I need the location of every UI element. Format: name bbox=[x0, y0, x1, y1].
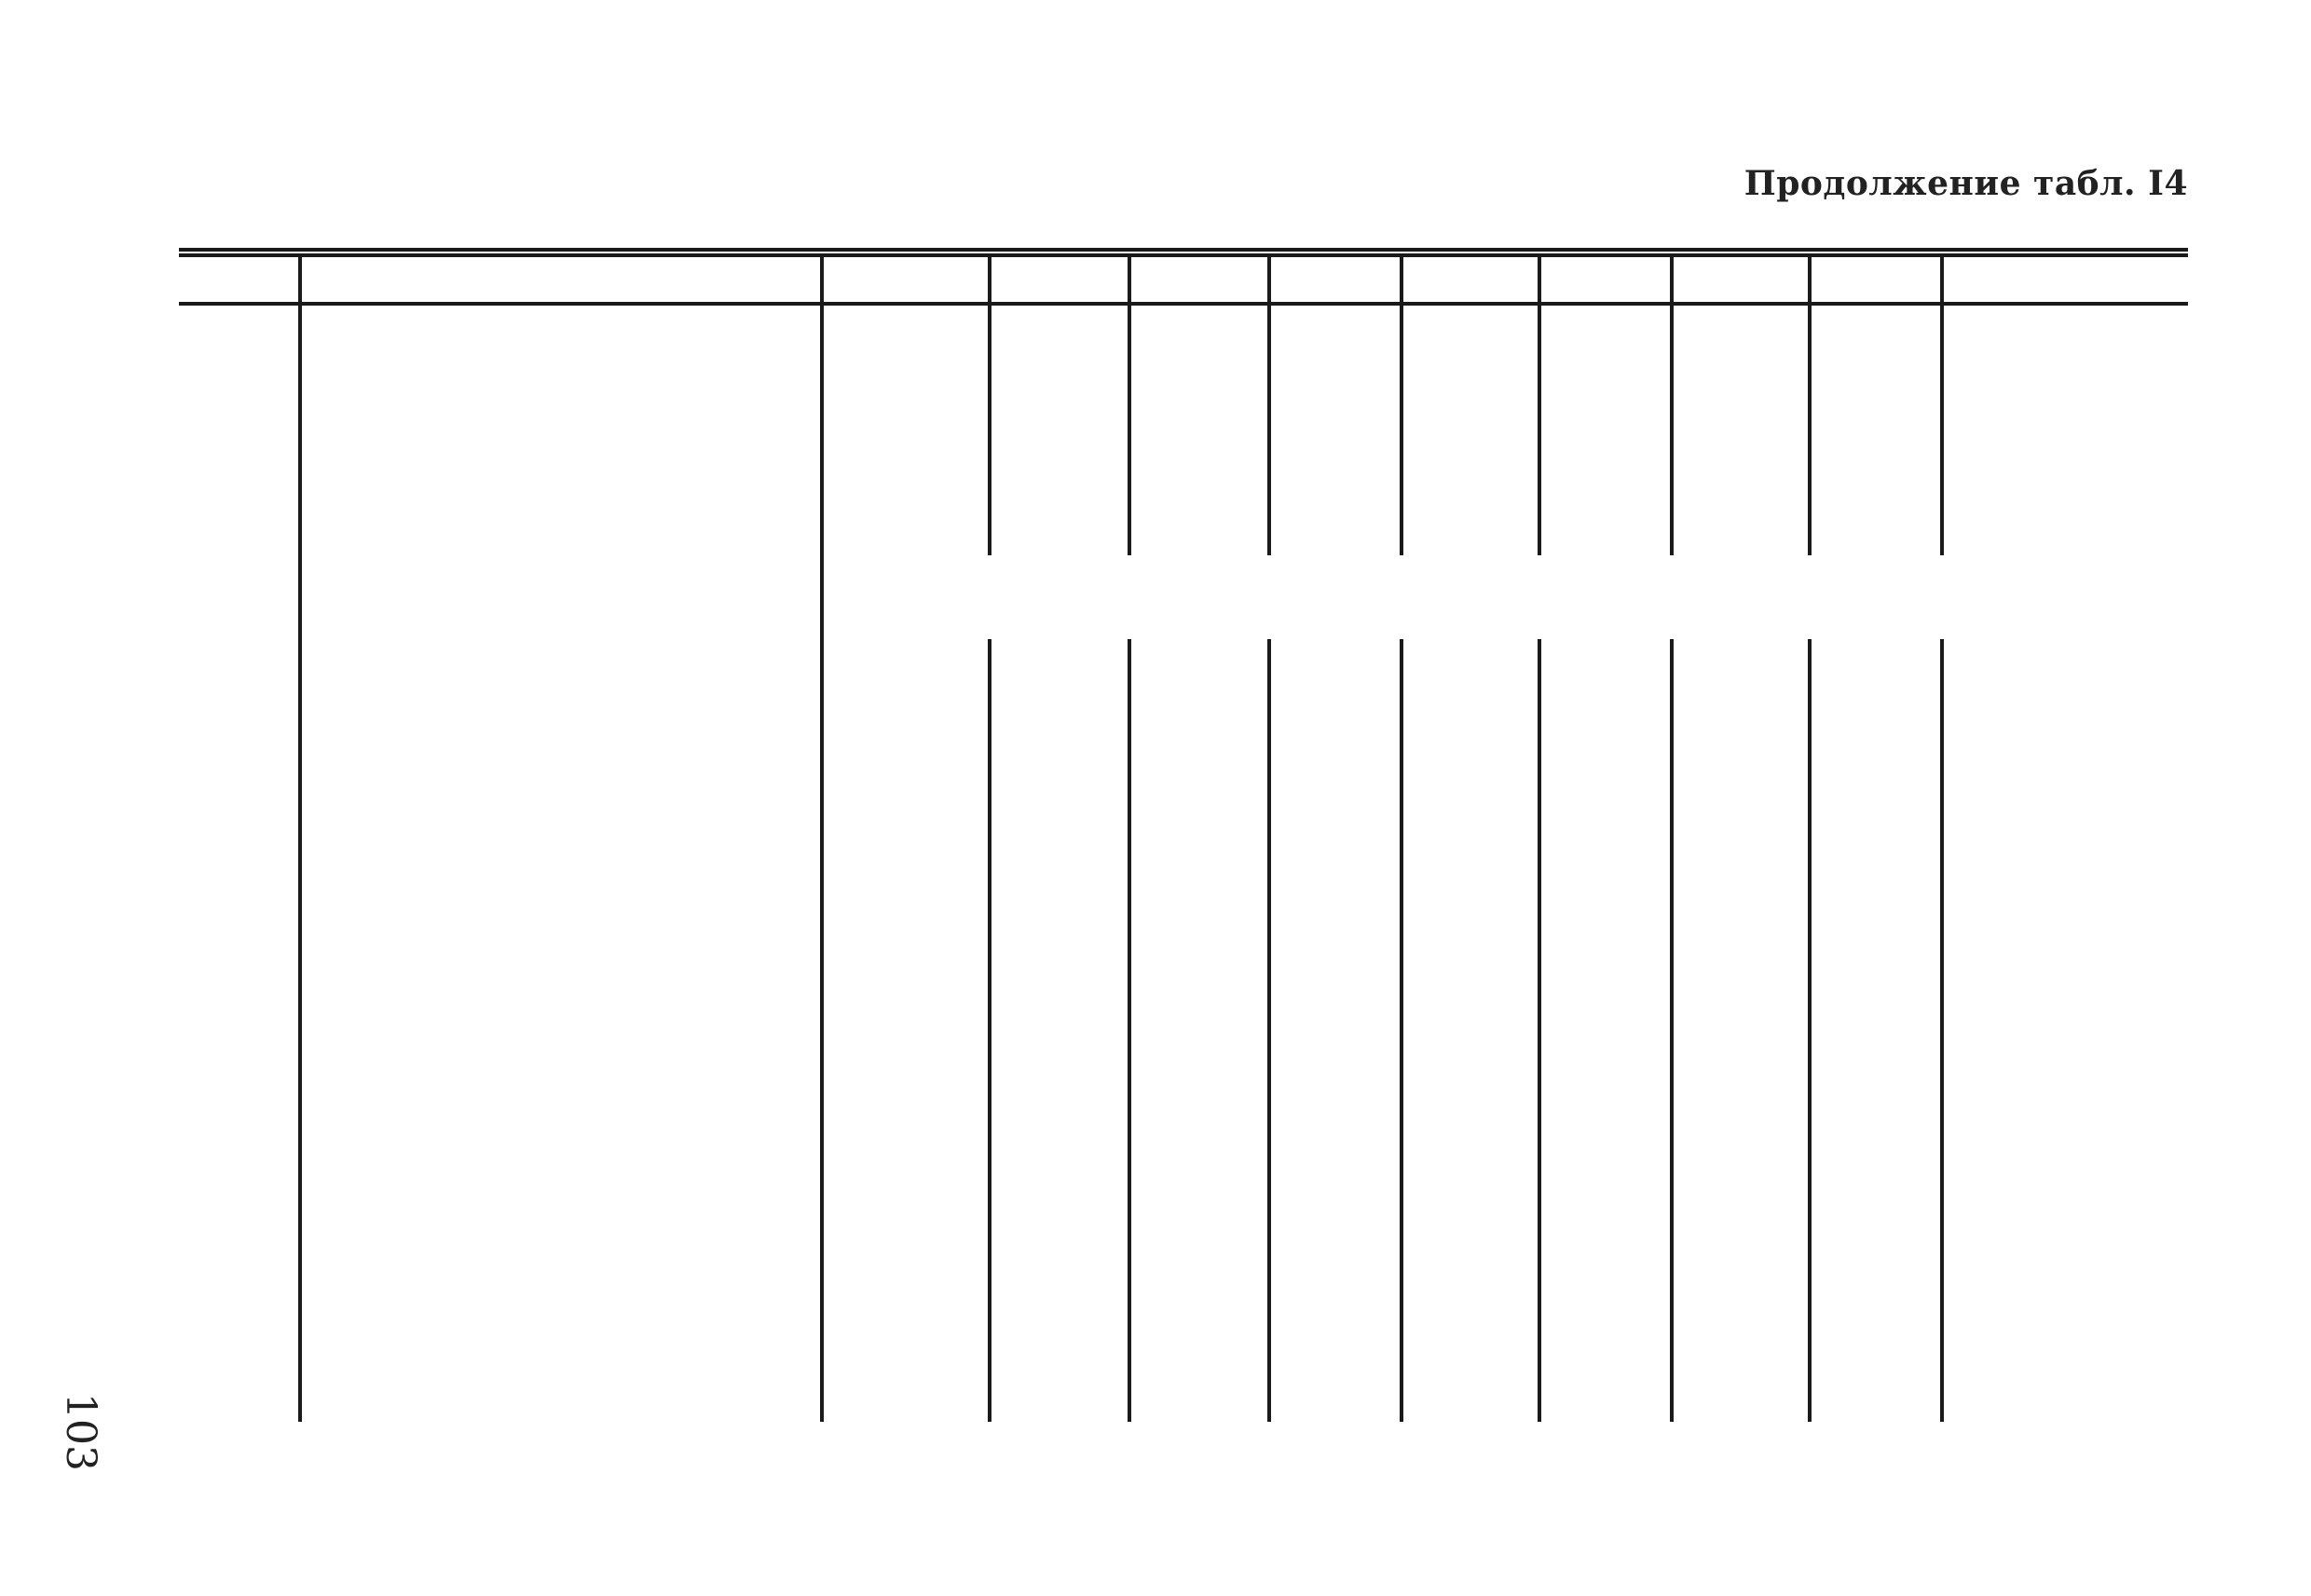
column-separator bbox=[1670, 253, 1674, 1422]
resource-table bbox=[179, 248, 2188, 1424]
column-separator bbox=[1128, 253, 1131, 1422]
table-top-rule bbox=[179, 253, 2188, 257]
header-bottom-rule bbox=[179, 302, 2188, 306]
page-number: 103 bbox=[57, 1393, 104, 1471]
column-separator bbox=[820, 253, 824, 1422]
column-separator bbox=[1400, 253, 1403, 1422]
table-top-rule-2 bbox=[179, 248, 2188, 252]
column-separator bbox=[988, 253, 991, 1422]
column-separator bbox=[1267, 253, 1271, 1422]
section-heading-gap bbox=[988, 555, 2188, 639]
column-separator bbox=[1538, 253, 1541, 1422]
table-continuation-title: Продолжение табл. I4 bbox=[1744, 164, 2188, 203]
column-separator bbox=[1808, 253, 1812, 1422]
column-separator bbox=[1940, 253, 1944, 1422]
column-separator bbox=[298, 253, 302, 1422]
